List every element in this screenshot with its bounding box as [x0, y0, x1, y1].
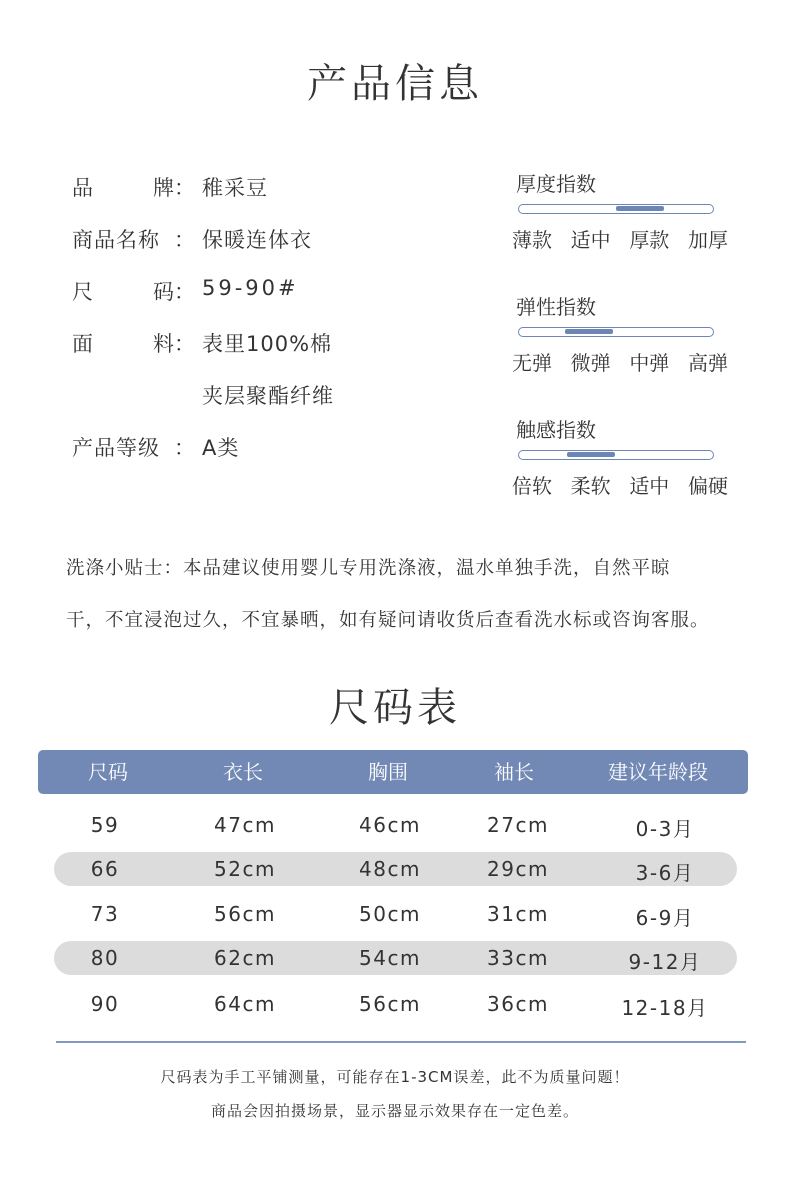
wash-tip-line2: 干，不宜浸泡过久，不宜暴晒，如有疑问请收货后查看洗水标或咨询客服。: [66, 610, 710, 631]
field-label-fabric: 面 料: [72, 332, 174, 356]
field-label-brand: 品 牌: [72, 176, 174, 200]
index-title: 厚度指数: [516, 172, 596, 196]
size-table-header: [38, 750, 748, 794]
divider: [56, 1041, 746, 1043]
index-levels: 倍软 柔软 适中 偏硬: [512, 474, 728, 498]
field-label-name: 商品名称: [72, 228, 160, 252]
field-colon: ：: [174, 332, 195, 356]
product-info-title: 产品信息: [307, 61, 483, 107]
header-cell: 袖长: [494, 760, 534, 784]
index-bar: [518, 204, 714, 214]
index-title: 触感指数: [516, 418, 596, 442]
index-bar-fill: [616, 206, 664, 211]
field-colon: ：: [174, 280, 195, 304]
header-cell: 胸围: [368, 760, 408, 784]
field-value-name: 保暖连体衣: [202, 228, 312, 252]
header-cell: 尺码: [88, 760, 128, 784]
note-line1: 尺码表为手工平铺测量，可能存在1-3CM误差，此不为质量问题！: [160, 1068, 630, 1086]
note-line2: 商品会因拍摄场景，显示器显示效果存在一定色差。: [210, 1102, 579, 1120]
field-value-size: 59-90#: [202, 276, 299, 300]
field-value-fabric-lining: 夹层聚酯纤维: [202, 384, 334, 408]
field-colon: ：: [174, 228, 195, 252]
index-bar: [518, 450, 714, 460]
header-cell: 建议年龄段: [608, 760, 708, 784]
index-title: 弹性指数: [516, 295, 596, 319]
field-value-grade: A类: [202, 436, 240, 460]
field-colon: ：: [174, 176, 195, 200]
field-value-fabric: 表里100%棉: [202, 332, 333, 356]
index-levels: 薄款 适中 厚款 加厚: [512, 228, 728, 252]
index-bar-fill: [567, 452, 615, 457]
header-cell: 衣长: [223, 760, 263, 784]
field-colon: ：: [174, 436, 195, 460]
field-label-size: 尺 码: [72, 280, 174, 304]
index-bar: [518, 327, 714, 337]
index-levels: 无弹 微弹 中弹 高弹: [512, 351, 728, 375]
size-table-title: 尺码表: [329, 685, 461, 731]
wash-tip-line1: 洗涤小贴士：本品建议使用婴儿专用洗涤液，温水单独手洗，自然平晾: [66, 558, 671, 579]
index-bar-fill: [565, 329, 613, 334]
field-value-brand: 稚采豆: [202, 176, 268, 200]
field-label-grade: 产品等级: [72, 436, 160, 460]
